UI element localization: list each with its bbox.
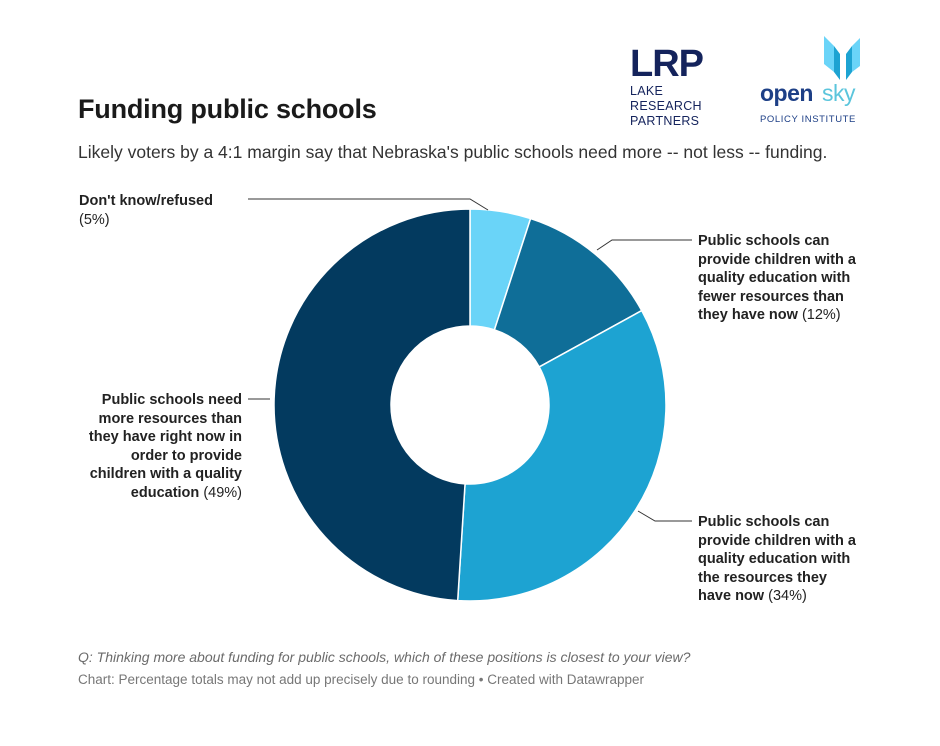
label-fewer-pct: (12%): [801, 307, 841, 323]
leader-fewer-resources: [597, 240, 692, 250]
label-more-pct: (49%): [203, 484, 242, 501]
label-fewer-line-4: fewer resources than: [698, 288, 844, 305]
label-same-resources: [698, 513, 898, 606]
label-same-line-2: provide children with a: [698, 532, 856, 549]
slice-same-resources: [458, 311, 666, 601]
label-dont-know: [79, 192, 279, 229]
leader-same-resources: [638, 511, 692, 521]
label-more-line-5: children with a quality: [89, 466, 242, 482]
label-same-pct: (34%): [768, 588, 807, 604]
lrp-logo-line-1: LAKE: [630, 84, 664, 98]
lrp-logo-mark: LRP: [630, 43, 703, 85]
slice-more-resources: [274, 209, 470, 601]
label-dont-know-text: Don't know/refused: [79, 193, 213, 209]
label-more-line-1: Public schools need: [101, 392, 242, 408]
survey-question: Q: Thinking more about funding for public schools, which of these positions is closest to your view?: [78, 649, 691, 665]
label-more-line-6: education: [130, 484, 200, 501]
chart-subtitle: Likely voters by a 4:1 margin say that Nebraska's public schools need more -- not less -- funding.: [78, 142, 828, 162]
label-fewer-resources: [698, 232, 898, 325]
label-same-line-3: quality education with: [698, 551, 851, 567]
open-sky-tagline: POLICY INSTITUTE: [760, 114, 856, 125]
open-sky-word-sky: sky: [822, 80, 855, 106]
label-same-line-5: have now: [698, 588, 765, 604]
lrp-logo-line-3: PARTNERS: [630, 114, 700, 128]
label-fewer-line-2: provide children with a: [698, 251, 856, 268]
lrp-logo-line-2: RESEARCH: [630, 99, 702, 113]
open-sky-word-open: open: [760, 80, 813, 106]
label-fewer-line-1: Public schools can: [698, 233, 830, 249]
label-more-line-4: order to provide: [130, 447, 242, 464]
label-more-line-2: more resources than: [98, 410, 242, 427]
label-dont-know-pct: (5%): [79, 211, 110, 228]
leader-dont-know: [248, 199, 488, 210]
label-more-line-3: they have right now in: [88, 429, 242, 445]
label-fewer-line-5: they have now: [698, 307, 798, 323]
chart-title: Funding public schools: [78, 94, 377, 124]
label-same-line-1: Public schools can: [698, 514, 830, 530]
label-same-line-4: the resources they: [698, 569, 827, 586]
chart-footnote: Chart: Percentage totals may not add up precisely due to rounding • Created with Datawrapper: [78, 672, 645, 687]
label-more-resources: [60, 391, 242, 502]
label-fewer-line-3: quality education with: [698, 270, 851, 286]
